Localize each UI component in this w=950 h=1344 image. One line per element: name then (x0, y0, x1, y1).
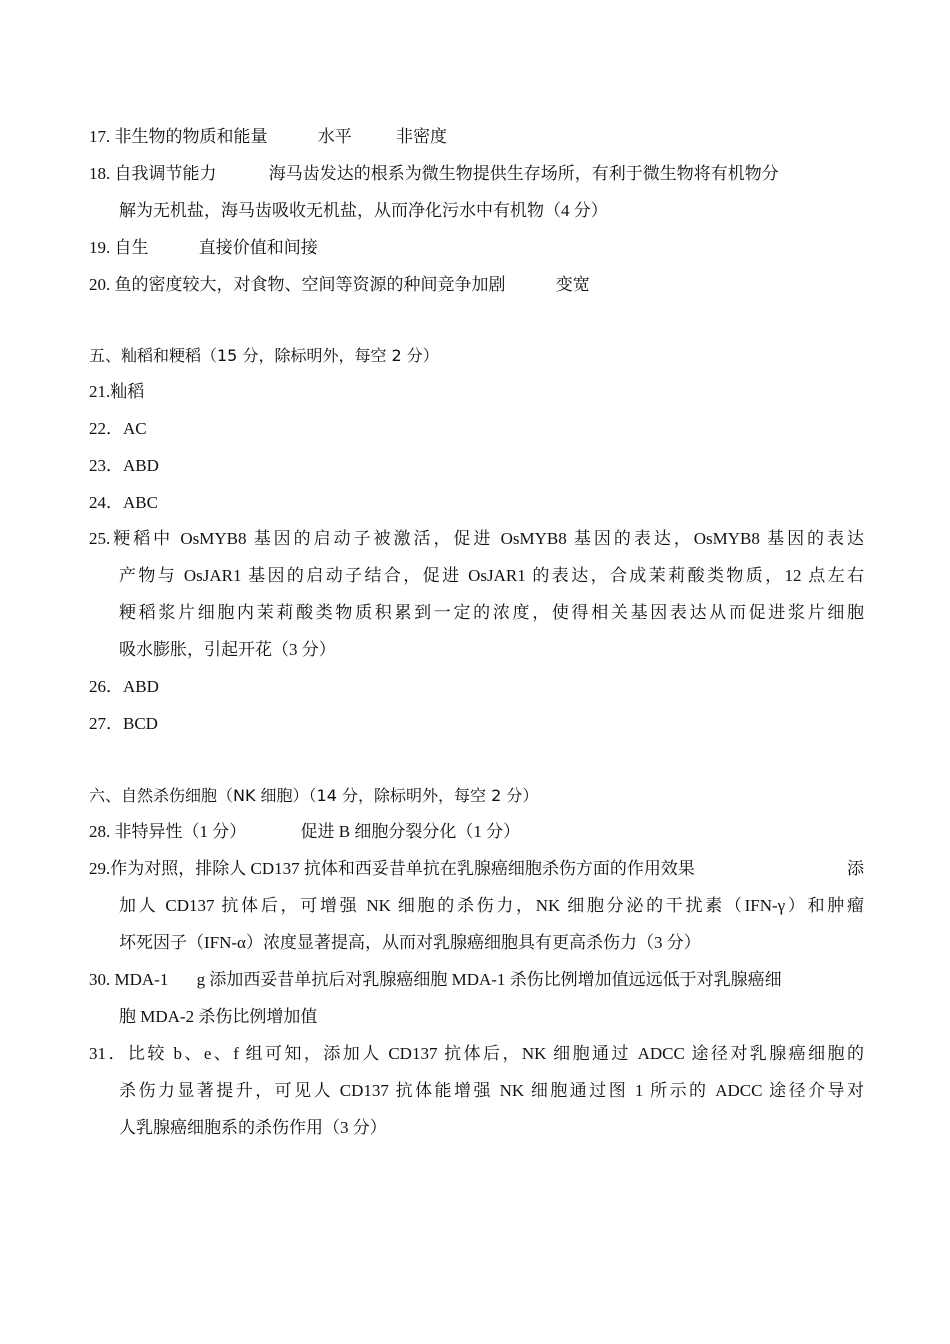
answer-28 (89, 821, 869, 843)
answer-25-line-2: 产物与 OsJAR1 基因的启动子结合，促进 OsJAR1 的表达，合成茉莉酸类物质，12 点左右 (119, 566, 864, 585)
answer-25-line-1: 25.粳稻中 OsMYB8 基因的启动子被激活，促进 OsMYB8 基因的表达，OsMYB8 基因的表达 (89, 529, 864, 548)
answer-29-line-1 (89, 858, 864, 880)
answer-19-number: 19. (89, 238, 111, 257)
answer-17 (89, 126, 869, 148)
answer-17-number: 17. (89, 127, 111, 146)
answer-20-number: 20. (89, 275, 111, 294)
answer-29-line-3: 坏死因子（IFN-α）浓度显著提高，从而对乳腺癌细胞具有更高杀伤力（3 分） (119, 933, 701, 952)
answer-17-blank-3: 非密度 (396, 127, 447, 146)
answer-31-line-3: 人乳腺癌细胞系的杀伤作用（3 分） (119, 1118, 387, 1137)
answer-19 (89, 237, 869, 259)
answer-29-blank-2-start: 添 (847, 859, 864, 878)
answer-30-number: 30. (89, 970, 111, 989)
section-5-heading: 五、籼稻和粳稻（15 分，除标明外，每空 2 分） (89, 346, 439, 365)
answer-28-number: 28. (89, 822, 111, 841)
answer-23: 23．ABD (89, 456, 159, 475)
answer-24: 24．ABC (89, 493, 158, 512)
answer-20 (89, 274, 869, 296)
answer-18-blank-2-line-2: 解为无机盐，海马齿吸收无机盐，从而净化污水中有机物（4 分） (119, 201, 608, 220)
answer-25-line-3: 粳稻浆片细胞内茉莉酸类物质积累到一定的浓度，使得相关基因表达从而促进浆片细胞 (119, 603, 864, 622)
answer-29-blank-1: 29.作为对照，排除人 CD137 抗体和西妥昔单抗在乳腺癌细胞杀伤方面的作用效果 (89, 859, 695, 878)
answer-28-blank-2: 促进 B 细胞分裂分化（1 分） (300, 822, 521, 841)
answer-21: 21.籼稻 (89, 382, 145, 401)
answer-25-line-4: 吸水膨胀，引起开花（3 分） (119, 640, 336, 659)
answer-27: 27．BCD (89, 714, 158, 733)
answer-28-blank-1: 非特异性（1 分） (114, 822, 247, 841)
answer-22: 22．AC (89, 419, 147, 438)
answer-18-number: 18. (89, 164, 111, 183)
section-6-heading: 六、自然杀伤细胞（NK 细胞）（14 分，除标明外，每空 2 分） (89, 786, 539, 805)
answer-31-line-2: 杀伤力显著提升，可见人 CD137 抗体能增强 NK 细胞通过图 1 所示的 ADCC 途径介导对 (119, 1081, 864, 1100)
answer-18 (89, 163, 869, 185)
answer-18-blank-2-line-1: 海马齿发达的根系为微生物提供生存场所，有利于微生物将有机物分 (268, 164, 779, 183)
answer-17-blank-2: 水平 (317, 127, 352, 146)
answer-20-blank-2: 变宽 (555, 275, 590, 294)
answer-18-continuation (119, 200, 864, 222)
answer-19-blank-2: 直接价值和间接 (198, 238, 318, 257)
answer-20-blank-1: 鱼的密度较大，对食物、空间等资源的种间竞争加剧 (114, 275, 506, 294)
answer-31-line-1: 31．比较 b、e、f 组可知，添加人 CD137 抗体后，NK 细胞通过 ADCC 途径对乳腺癌细胞的 (89, 1044, 864, 1063)
answer-26: 26．ABD (89, 677, 159, 696)
answer-29-line-2: 加人 CD137 抗体后，可增强 NK 细胞的杀伤力，NK 细胞分泌的干扰素（IFN-γ）和肿瘤 (119, 896, 864, 915)
answer-30-blank-1: MDA-1 (114, 970, 169, 989)
answer-30-line-2: 胞 MDA-2 杀伤比例增加值 (119, 1007, 318, 1026)
answer-17-blank-1: 非生物的物质和能量 (114, 127, 268, 146)
answer-30-blank-2: g 添加西妥昔单抗后对乳腺癌细胞 MDA-1 杀伤比例增加值远远低于对乳腺癌细 (196, 970, 782, 989)
answer-18-blank-1: 自我调节能力 (114, 164, 217, 183)
answer-30-line-1 (89, 969, 869, 991)
answer-19-blank-1: 自生 (114, 238, 149, 257)
